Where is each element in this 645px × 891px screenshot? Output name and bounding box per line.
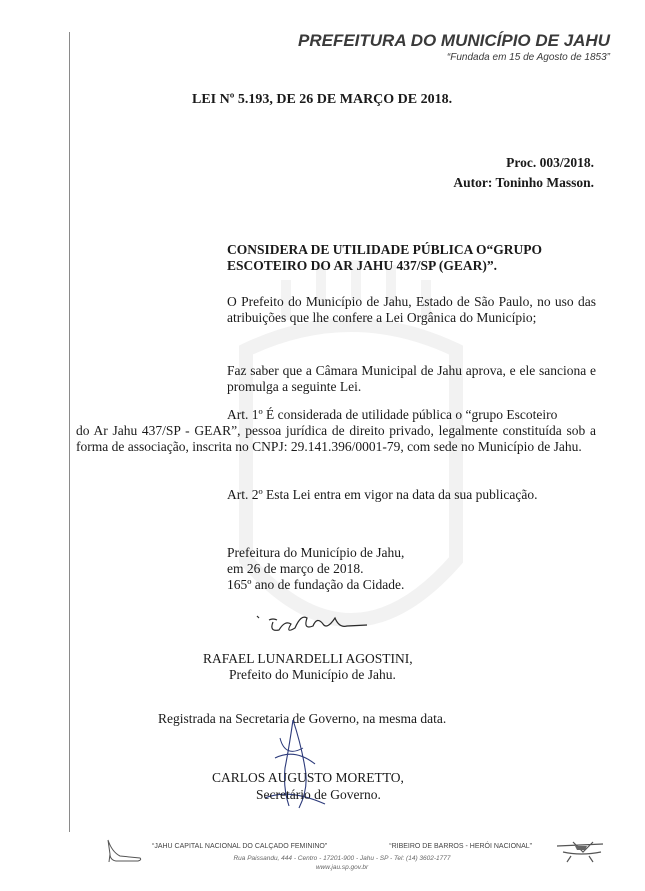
paragraph-preamble: O Prefeito do Município de Jahu, Estado de São Paulo, no uso das atribuições que lhe confere a Lei Orgânica do Município; bbox=[227, 294, 596, 325]
footer-slogans bbox=[152, 843, 532, 850]
ementa-line-1: CONSIDERA DE UTILIDADE PÚBLICA O“GRUPO bbox=[227, 242, 543, 257]
process-number: Proc. 003/2018. bbox=[506, 155, 594, 170]
article-2: Art. 2º Esta Lei entra em vigor na data da sua publicação. bbox=[227, 487, 538, 502]
shoe-icon bbox=[104, 832, 144, 864]
author: Autor: Toninho Masson. bbox=[453, 175, 594, 190]
seaplane-icon bbox=[553, 832, 608, 864]
footer-slogan-right: “RIBEIRO DE BARROS - HERÓI NACIONAL” bbox=[389, 843, 532, 850]
closing-place: Prefeitura do Município de Jahu, bbox=[227, 545, 405, 560]
footer-website: www.jau.sp.gov.br bbox=[315, 864, 369, 871]
header-title: PREFEITURA DO MUNICÍPIO DE JAHU bbox=[297, 31, 610, 50]
closing-anniversary: 165º ano de fundação da Cidade. bbox=[227, 577, 405, 592]
secretary-role: Secretário de Governo. bbox=[256, 787, 381, 802]
mayor-name: RAFAEL LUNARDELLI AGOSTINI, bbox=[203, 651, 413, 666]
mayor-role: Prefeito do Município de Jahu. bbox=[229, 667, 396, 682]
ementa-line-2: ESCOTEIRO DO AR JAHU 437/SP (GEAR)”. bbox=[227, 258, 498, 273]
registration-note: Registrada na Secretaria de Governo, na mesma data. bbox=[158, 711, 447, 726]
footer-address: Rua Paissandu, 444 - Centro - 17201-900 - Jahu - SP - Tel: (14) 3602-1777 bbox=[233, 855, 451, 862]
header-subtitle: “Fundada em 15 de Agosto de 1853” bbox=[446, 52, 610, 63]
secretary-name: CARLOS AUGUSTO MORETTO, bbox=[212, 770, 404, 785]
closing-date: em 26 de março de 2018. bbox=[227, 561, 364, 576]
footer-slogan-left: “JAHU CAPITAL NACIONAL DO CALÇADO FEMININO” bbox=[152, 843, 328, 850]
article-1-line-1: Art. 1º É considerada de utilidade pública o “grupo Escoteiro bbox=[227, 407, 558, 422]
mayor-signature bbox=[255, 604, 375, 644]
left-margin-line bbox=[69, 32, 70, 832]
paragraph-enactment: Faz saber que a Câmara Municipal de Jahu aprova, e ele sanciona e promulga a seguinte Lei. bbox=[227, 363, 596, 394]
law-title: LEI Nº 5.193, DE 26 DE MARÇO DE 2018. bbox=[192, 92, 453, 107]
article-1-body: do Ar Jahu 437/SP - GEAR”, pessoa jurídica de direito privado, legalmente constituída sob a forma de associação, inscrita no CNPJ: 29.141.396/0001-79, com sede no Município de Jahu. bbox=[76, 423, 596, 454]
